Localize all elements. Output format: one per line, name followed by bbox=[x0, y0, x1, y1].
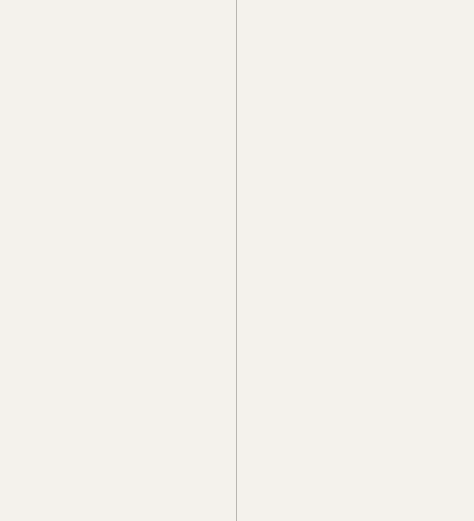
textbook-page: +q +q +q +q A B C D q 2q 3q 4q P q E m v₀ bbox=[0, 0, 474, 521]
column-divider bbox=[236, 0, 237, 521]
